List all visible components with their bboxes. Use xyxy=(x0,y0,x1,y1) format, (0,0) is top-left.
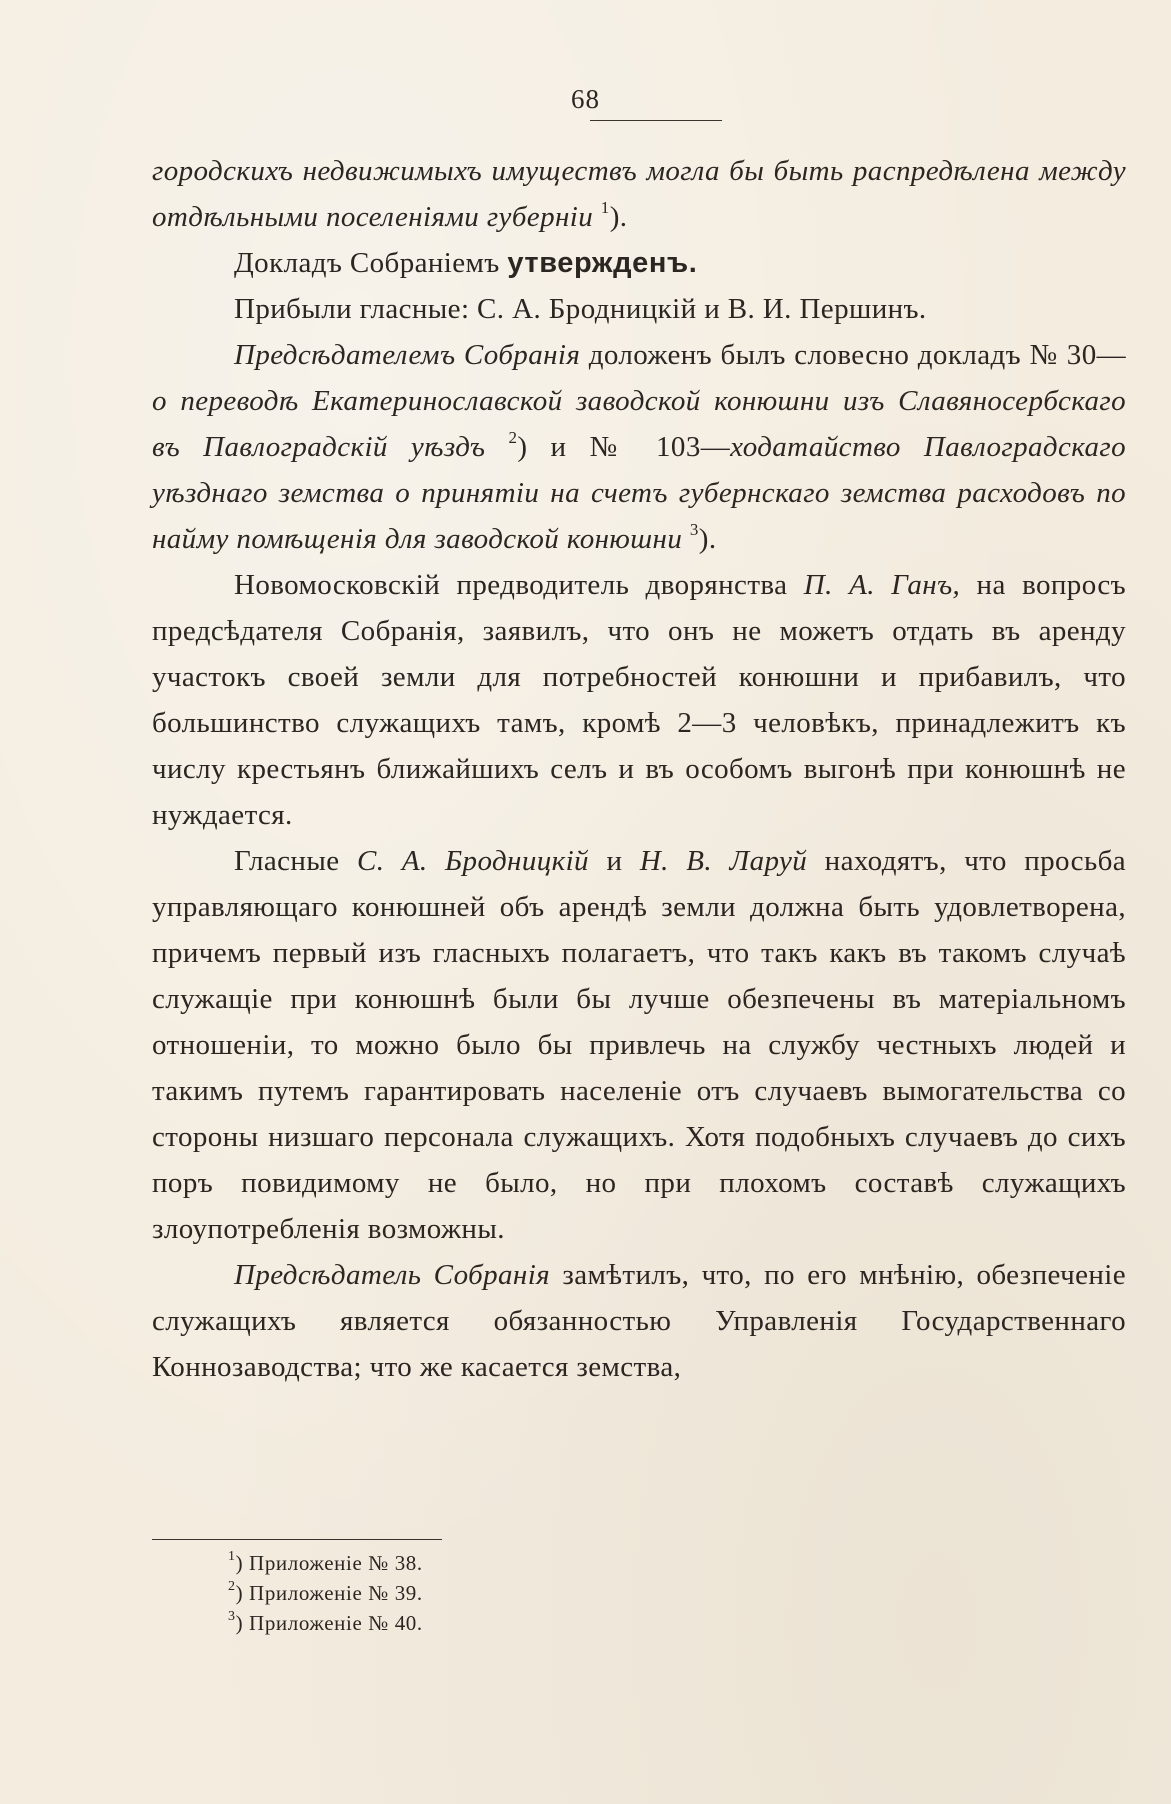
p4-text-a: доложенъ былъ словесно докладъ № 30— xyxy=(580,339,1126,371)
p7-chairman: Предсѣдатель Собранія xyxy=(234,1259,551,1291)
paragraph-3 xyxy=(152,286,1126,332)
footnote-text: ) Приложеніе № 39. xyxy=(235,1581,423,1605)
p7-text: замѣтилъ, что, по его мнѣнію, обезпеченіе служащихъ является обязанностью Управленія Государственнаго Коннозаводства; что же касается земства, xyxy=(152,1259,1126,1383)
body-text xyxy=(152,148,1126,1390)
p5-text-b: на вопросъ предсѣдателя Собранія, заявилъ, что онъ не можетъ отдать въ аренду участокъ своей земли для потребностей конюшни и прибавилъ, что большинство служащихъ тамъ, кромѣ 2—3 человѣкъ, принадлежитъ къ числу крестьянъ ближайшихъ селъ и въ особомъ выгонѣ при конюшнѣ не нуждается. xyxy=(152,569,1126,831)
footnote-mark: 3 xyxy=(228,1609,236,1624)
p1-italic-text: городскихъ недвижимыхъ имуществъ могла бы быть распредѣлена между отдѣльными поселеніями губерніи xyxy=(152,155,1126,233)
paragraph-2 xyxy=(152,240,1126,286)
paragraph-1 xyxy=(152,148,1126,240)
footnote-ref-2: 2 xyxy=(508,428,518,448)
p2-text: Докладъ Собраніемъ xyxy=(234,247,508,279)
page-number: 68 xyxy=(571,84,600,114)
p3-text: Прибыли гласные: С. А. Бродницкій и В. И. Першинъ. xyxy=(234,293,927,325)
footnote-mark: 1 xyxy=(228,1549,236,1564)
footnote-rule xyxy=(152,1539,442,1540)
paragraph-4 xyxy=(152,332,1126,562)
p4-text-b: ) и № 103— xyxy=(517,431,731,463)
p6-text-a: Гласные xyxy=(234,845,357,877)
header-rule xyxy=(590,120,722,121)
paragraph-6 xyxy=(152,838,1126,1252)
p5-text-a: Новомосковскій предводитель дворянства xyxy=(234,569,804,601)
footnote-ref-3: 3 xyxy=(689,520,699,540)
footnote-3 xyxy=(228,1608,423,1638)
p6-and: и xyxy=(588,845,640,877)
footnote-2 xyxy=(228,1578,423,1608)
p6-text-b: находятъ, что просьба управляющаго конюшней объ арендѣ земли должна быть удовлетворена, причемъ первый изъ гласныхъ полагаетъ, что такъ какъ въ такомъ случаѣ служащіе при конюшнѣ были бы лучше обезпечены въ матеріальномъ отношеніи, то можно было бы привлечь на службу честныхъ людей и такимъ путемъ гарантировать населеніе отъ случаевъ вымогательства со стороны низшаго персонала служащихъ. Хотя подобныхъ случаевъ до сихъ поръ повидимому не было, но при плохомъ составѣ служащихъ злоупотребленія возможны. xyxy=(152,845,1127,1245)
footnote-text: ) Приложеніе № 40. xyxy=(235,1611,423,1635)
p5-person-name: П. А. Ганъ, xyxy=(803,569,961,601)
p6-person-1: С. А. Бродницкій xyxy=(356,845,589,877)
footnote-ref-1: 1 xyxy=(600,198,610,218)
p4-report-103-title: ходатайство Павлоградскаго уѣзднаго земства о принятіи на счетъ губернскаго земства расходовъ по найму помѣщенія для заводской конюшни xyxy=(152,431,1127,555)
p4-report-30-title: о переводѣ Екатеринославской заводской конюшни изъ Славяносербскаго въ Павлоградскій уѣздъ xyxy=(152,385,1126,463)
footnote-text: ) Приложеніе № 38. xyxy=(235,1551,423,1575)
p4-chairman: Предсѣдателемъ Собранія xyxy=(234,339,581,371)
p6-person-2: Н. В. Ларуй xyxy=(639,845,808,877)
paragraph-7 xyxy=(152,1252,1126,1390)
paragraph-5 xyxy=(152,562,1126,838)
p4-closing: ). xyxy=(698,523,717,555)
footnote-1 xyxy=(228,1548,423,1578)
p2-approved-word: утвержденъ. xyxy=(507,247,698,279)
p1-closing: ). xyxy=(609,201,628,233)
footnotes xyxy=(228,1548,423,1638)
footnote-mark: 2 xyxy=(228,1579,236,1594)
